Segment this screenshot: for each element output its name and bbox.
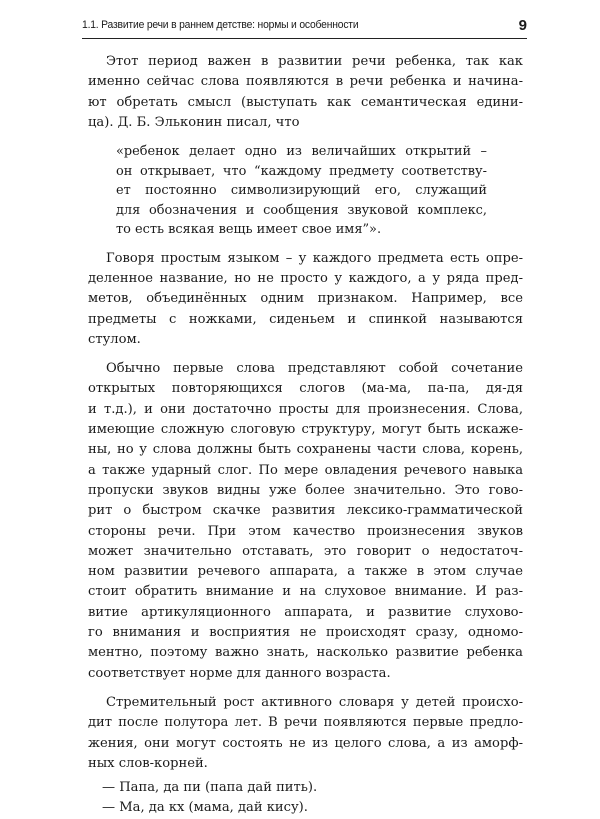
quote-line: «ребенок делает одно из величайших открытий –: [116, 144, 487, 160]
paragraph-2: [88, 249, 523, 350]
p3-line: стоит обратить внимание и на слуховое внимание. И раз-: [88, 584, 523, 600]
p1-line: ют обретать смысл (выступать как семантическая едини-: [88, 94, 523, 110]
p1-line: Этот период важен в развитии речи ребенка, так как: [106, 54, 523, 69]
p3-line: стороны речи. При этом качество произнесения звуков: [88, 523, 523, 539]
p4-line: дит после полутора лет. В речи появляются первые предло-: [88, 715, 523, 731]
p1-line: ца). Д. Б. Эльконин писал, что: [88, 114, 300, 130]
running-header: [82, 12, 527, 38]
p1-line: именно сейчас слова появляются в речи ребенка и начина-: [88, 74, 523, 90]
dialogue-examples: [88, 778, 523, 819]
p2-line: метов, объединённых одним признаком. Например, все: [88, 291, 523, 307]
p3-line: имеющие сложную слоговую структуру, могут быть искаже-: [88, 422, 523, 438]
quotation: [88, 142, 523, 240]
p3-line: рит о быстром скачке развития лексико-грамматической: [88, 503, 523, 519]
dialog-line: — Ма, да кх (мама, дай кису).: [102, 800, 308, 816]
p2-line: деленное название, но не просто у каждого, а у ряда пред-: [88, 270, 523, 286]
p2-line: предметы с ножками, сиденьем и спинкой называются: [88, 311, 523, 327]
dialog-line: — Папа, да пи (папа дай пить).: [102, 780, 318, 796]
quote-line: для обозначения и сообщения звуковой комплекс,: [116, 202, 487, 218]
p3-line: и т.д.), и они достаточно просты для произнесения. Слова,: [88, 401, 523, 417]
p3-line: го внимания и восприятия не происходят сразу, одномо-: [88, 625, 523, 641]
paragraph-4: [88, 693, 523, 774]
quote-line: ет постоянно символизирующий его, служащий: [116, 183, 487, 199]
p3-line: может значительно отставать, это говорит о недостаточ-: [88, 543, 523, 559]
p3-line: ном развитии речевого аппарата, а также в этом случае: [88, 564, 523, 580]
quote-line: то есть всякая вещь имеет свое имя”».: [116, 222, 382, 238]
p3-line: Обычно первые слова представляют собой сочетание: [106, 361, 523, 377]
p4-line: жения, они могут состоять не из целого слова, а из аморф-: [88, 735, 523, 751]
p3-line: витие артикуляционного аппарата, и развитие слухово-: [88, 604, 523, 620]
header-rule: [82, 38, 527, 39]
p3-line: открытых повторяющихся слогов (ма-ма, па-па, дя-дя: [88, 381, 523, 397]
chapter-title: 1.1. Развитие речи в раннем детстве: нормы и особенности: [82, 19, 359, 31]
paragraph-1: [88, 52, 523, 133]
quote-line: он открывает, что “каждому предмету соответству-: [116, 163, 487, 179]
page-body: [88, 52, 523, 819]
p4-line: ных слов-корней.: [88, 755, 208, 771]
p2-line: Говоря простым языком – у каждого предмета есть опре-: [106, 250, 523, 266]
p3-line: пропуски звуков видны уже более значительно. Это гово-: [88, 482, 523, 498]
p3-line: соответствует норме для данного возраста.: [88, 665, 391, 681]
p3-line: ментно, поэтому важно знать, насколько развитие ребенка: [88, 645, 523, 661]
p3-line: а также ударный слог. По мере овладения речевого навыка: [88, 462, 523, 478]
page-number: 9: [518, 16, 527, 34]
p4-line: Стремительный рост активного словаря у детей происхо-: [106, 694, 523, 710]
p2-line: стулом.: [88, 331, 141, 347]
paragraph-3: [88, 359, 523, 684]
p3-line: ны, но у слова должны быть сохранены части слова, корень,: [88, 442, 523, 458]
